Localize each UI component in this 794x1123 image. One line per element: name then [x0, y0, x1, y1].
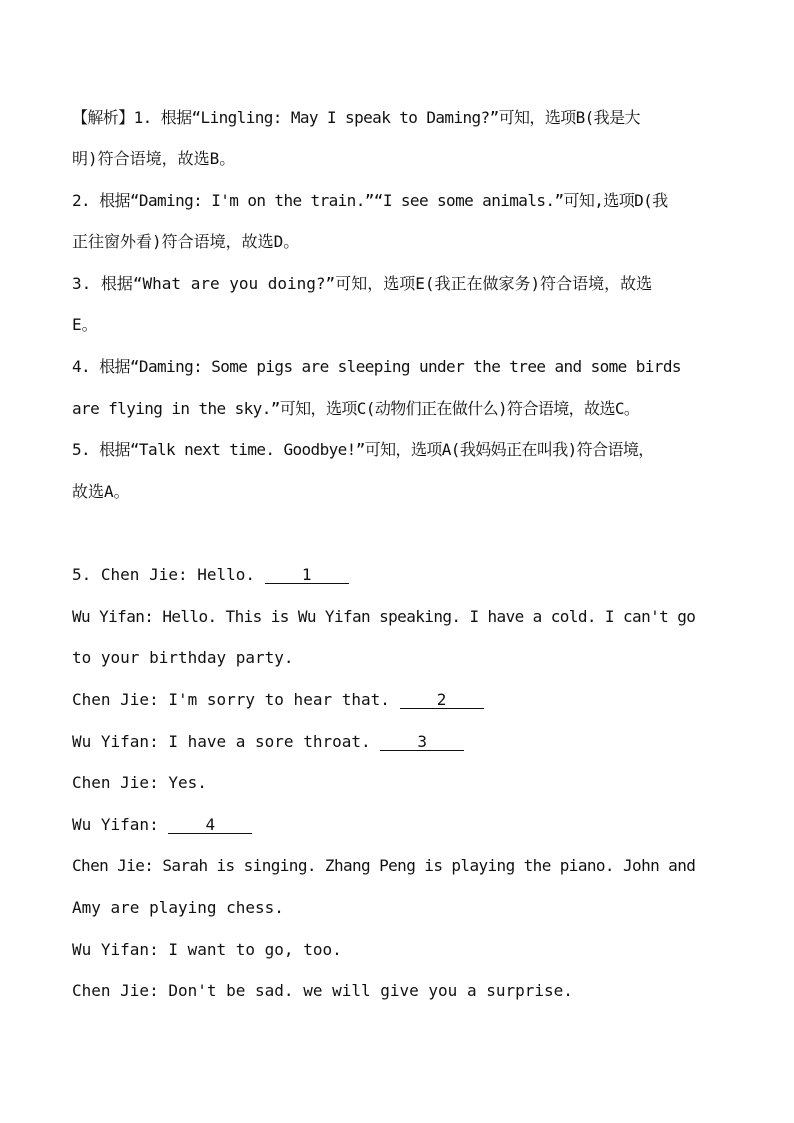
dialogue-line-9: Amy are playing chess. [72, 898, 284, 917]
analysis-line-8: are flying in the sky.”可知，选项C(动物们正在做什么)符合语境，故选C。 [72, 399, 640, 418]
analysis-line-4: 正往窗外看)符合语境，故选D。 [72, 232, 300, 251]
dialogue-line-4 [72, 690, 732, 710]
dialogue-line-7 [72, 815, 732, 835]
analysis-line-10: 故选A。 [72, 482, 130, 501]
dialogue-text: Wu Yifan: [72, 815, 169, 834]
dialogue-text: Chen Jie: I'm sorry to hear that. [72, 690, 400, 709]
dialogue-line-8: Chen Jie: Sarah is singing. Zhang Peng is playing the piano. John and [72, 856, 696, 875]
answer-blank-2: 2 [400, 691, 484, 709]
analysis-line-3: 2. 根据“Daming: I'm on the train.”“I see some animals.”可知,选项D(我 [72, 191, 668, 210]
dialogue-line-6: Chen Jie: Yes. [72, 773, 207, 792]
analysis-line-6: E。 [72, 315, 98, 334]
answer-blank-1: 1 [265, 566, 349, 584]
dialogue-line-1 [72, 565, 732, 585]
analysis-line-1: 【解析】1. 根据“Lingling: May I speak to Daming?”可知，选项B(我是大 [72, 108, 640, 127]
analysis-line-5: 3. 根据“What are you doing?”可知，选项E(我正在做家务)符合语境，故选 [72, 274, 653, 293]
answer-blank-4: 4 [168, 816, 252, 834]
dialogue-line-3: to your birthday party. [72, 648, 294, 667]
analysis-line-7: 4. 根据“Daming: Some pigs are sleeping under the tree and some birds [72, 357, 681, 376]
answer-blank-3: 3 [380, 733, 464, 751]
dialogue-text: 5. Chen Jie: Hello. [72, 565, 265, 584]
dialogue-text: Wu Yifan: I have a sore throat. [72, 732, 381, 751]
dialogue-line-5 [72, 732, 732, 752]
dialogue-line-10: Wu Yifan: I want to go, too. [72, 940, 342, 959]
dialogue-line-11: Chen Jie: Don't be sad. we will give you a surprise. [72, 981, 573, 1000]
dialogue-line-2: Wu Yifan: Hello. This is Wu Yifan speaking. I have a cold. I can't go [72, 607, 696, 626]
analysis-line-9: 5. 根据“Talk next time. Goodbye!”可知，选项A(我妈妈正在叫我)符合语境， [72, 440, 654, 459]
analysis-line-2: 明)符合语境，故选B。 [72, 149, 236, 168]
